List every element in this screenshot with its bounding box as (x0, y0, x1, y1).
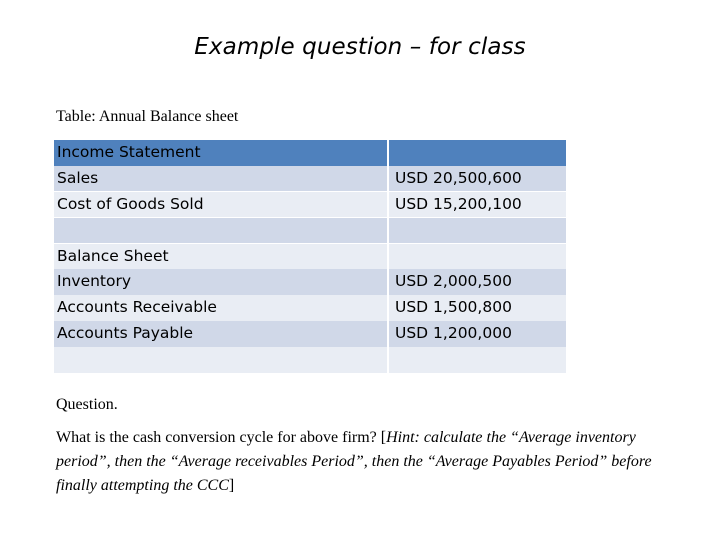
row-value-cell (389, 140, 566, 166)
table-row (54, 244, 566, 270)
balance-sheet-table (54, 140, 566, 373)
table-row (54, 295, 566, 321)
question-text: What is the cash conversion cycle for above firm? [ (56, 429, 387, 446)
slide-title: Example question – for class (194, 34, 526, 60)
table-row (54, 269, 566, 295)
row-label-cell: Accounts Payable (54, 321, 387, 347)
question-paragraph (56, 426, 656, 498)
question-hint: Hint: calculate the “Average inventory period”, then the “Average receivables Period”, then the “Average Payables Period” before finally attempting the CCC (56, 429, 652, 494)
row-label-cell (54, 218, 387, 244)
row-value-cell: USD 15,200,100 (389, 192, 566, 218)
row-label-cell: Inventory (54, 269, 387, 295)
row-value-cell: USD 1,200,000 (389, 321, 566, 347)
row-label-cell (54, 347, 387, 373)
row-value-cell: USD 2,000,500 (389, 269, 566, 295)
table-row (54, 321, 566, 347)
table-row (54, 347, 566, 373)
row-label-cell: Accounts Receivable (54, 295, 387, 321)
row-value-cell: USD 1,500,800 (389, 295, 566, 321)
row-label-cell: Cost of Goods Sold (54, 192, 387, 218)
table-row (54, 166, 566, 192)
question-label: Question. (56, 396, 118, 413)
table-row (54, 218, 566, 244)
row-label-cell: Income Statement (54, 140, 387, 166)
row-value-cell (389, 244, 566, 270)
question-text-end: ] (228, 477, 235, 494)
row-value-cell (389, 347, 566, 373)
row-value-cell: USD 20,500,600 (389, 166, 566, 192)
row-label-cell: Balance Sheet (54, 244, 387, 270)
table-row (54, 192, 566, 218)
row-value-cell (389, 218, 566, 244)
row-label-cell: Sales (54, 166, 387, 192)
table-caption: Table: Annual Balance sheet (56, 108, 239, 125)
table-row (54, 140, 566, 166)
